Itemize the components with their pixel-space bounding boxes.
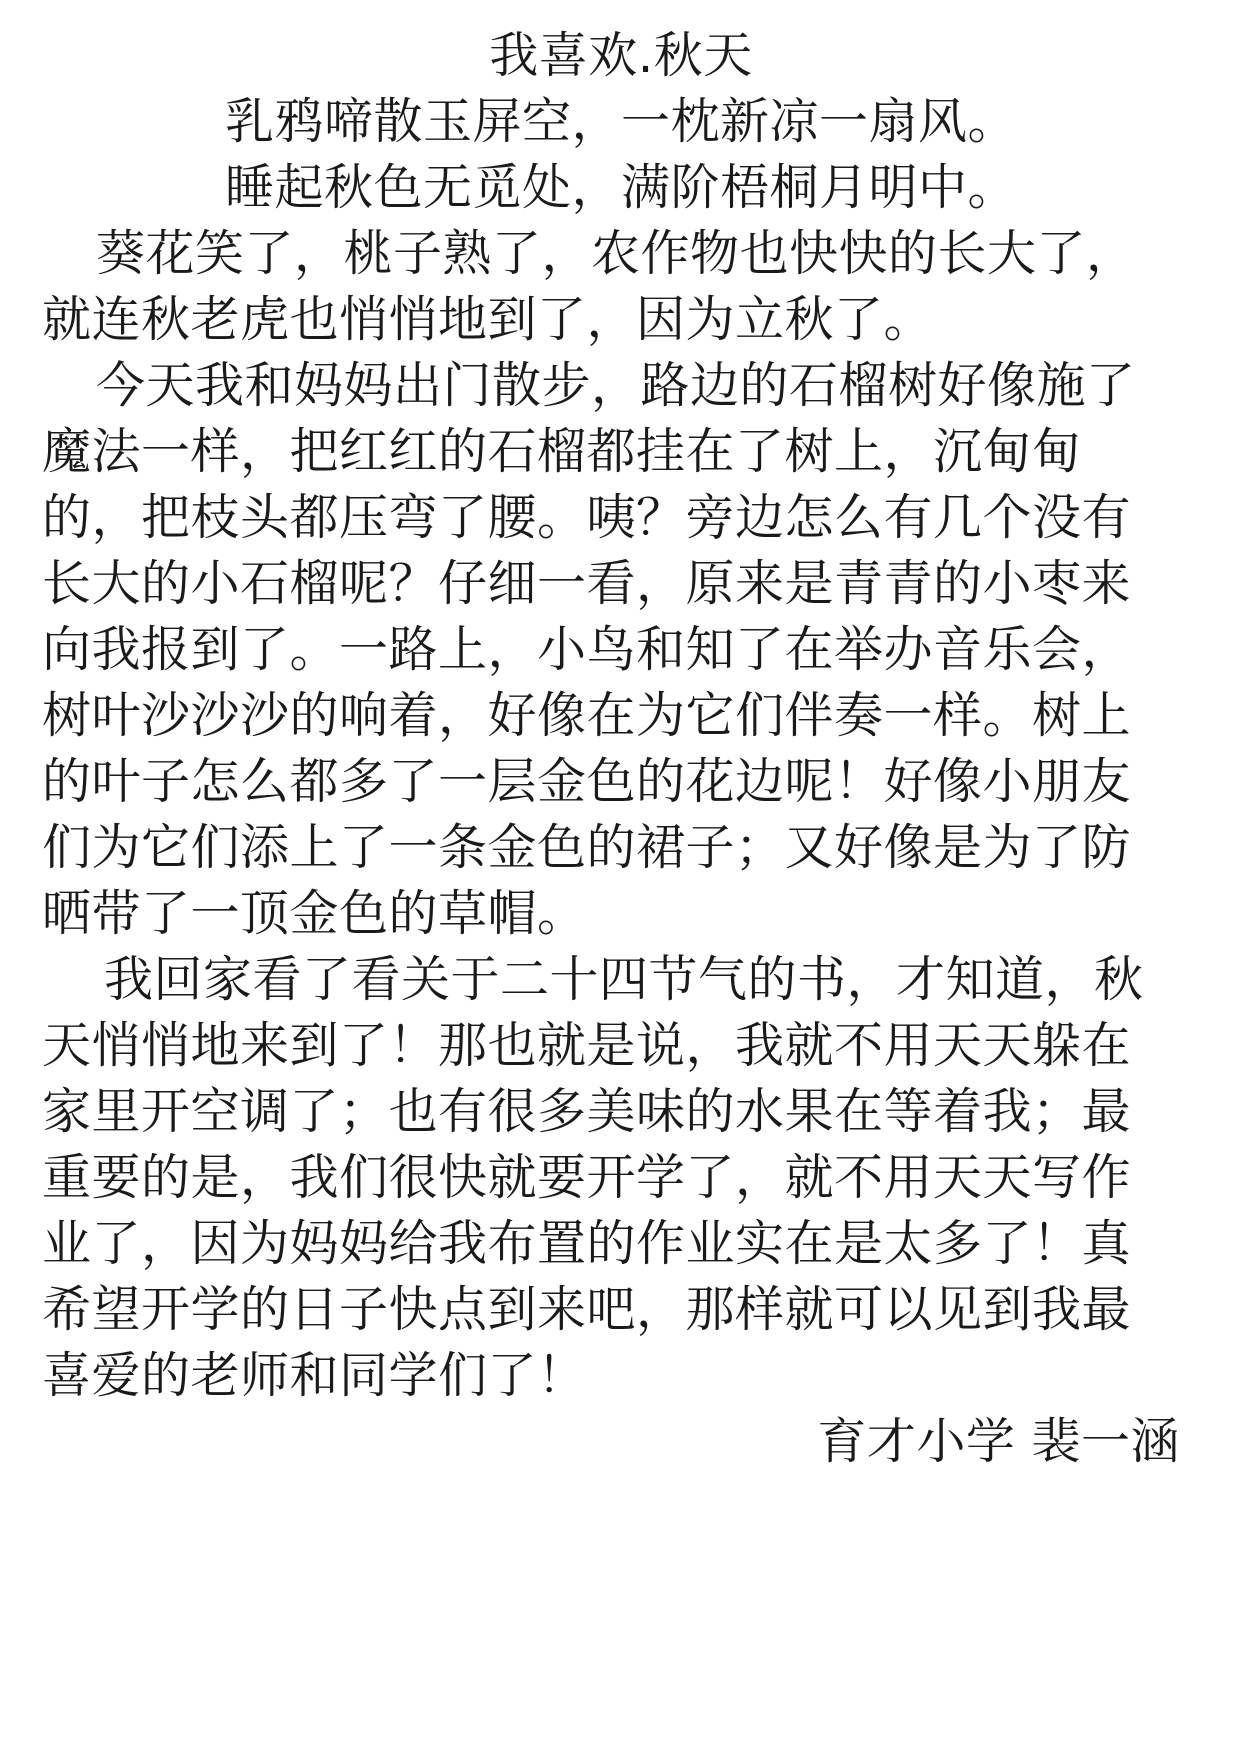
paragraph-3-line-7: 喜爱的老师和同学们了！ — [42, 1347, 587, 1404]
paragraph-2-line-9: 晒带了一顶金色的草帽。 — [42, 885, 587, 942]
paragraph-2-line-3: 的，把枝头都压弯了腰。咦？旁边怎么有几个没有 — [42, 489, 1132, 546]
paragraph-3-line-5: 业了，因为妈妈给我布置的作业实在是太多了！真 — [42, 1215, 1132, 1272]
paragraph-3-line-2: 天悄悄地来到了！那也就是说，我就不用天天躲在 — [42, 1017, 1132, 1074]
paragraph-3-line-1: 我回家看了看关于二十四节气的书，才知道，秋 — [104, 951, 1144, 1008]
paragraph-2-line-1: 今天我和妈妈出门散步，路边的石榴树好像施了 — [96, 357, 1136, 414]
essay-title: 我喜欢.秋天 — [489, 27, 753, 84]
poem-line-2: 睡起秋色无觅处，满阶梧桐月明中。 — [224, 159, 1017, 216]
paragraph-3-line-3: 家里开空调了；也有很多美味的水果在等着我；最 — [42, 1083, 1132, 1140]
paragraph-1-line-1: 葵花笑了，桃子熟了，农作物也快快的长大了， — [96, 225, 1136, 282]
paragraph-3-line-6: 希望开学的日子快点到来吧，那样就可以见到我最 — [42, 1281, 1132, 1338]
paragraph-2-line-2: 魔法一样，把红红的石榴都挂在了树上，沉甸甸 — [42, 423, 1082, 480]
paragraph-3-line-4: 重要的是，我们很快就要开学了，就不用天天写作 — [42, 1149, 1132, 1206]
paragraph-1-line-2: 就连秋老虎也悄悄地到了，因为立秋了。 — [42, 291, 934, 348]
author-signature: 育才小学 裴一涵 — [817, 1413, 1180, 1470]
paragraph-2-line-7: 的叶子怎么都多了一层金色的花边呢！好像小朋友 — [42, 753, 1132, 810]
paragraph-2-line-4: 长大的小石榴呢？仔细一看，原来是青青的小枣来 — [42, 555, 1132, 612]
paragraph-2-line-8: 们为它们添上了一条金色的裙子；又好像是为了防 — [42, 819, 1132, 876]
paragraph-2-line-6: 树叶沙沙沙的响着，好像在为它们伴奏一样。树上 — [42, 687, 1132, 744]
paragraph-2-line-5: 向我报到了。一路上，小鸟和知了在举办音乐会， — [42, 621, 1132, 678]
poem-line-1: 乳鸦啼散玉屏空，一枕新凉一扇风。 — [224, 93, 1017, 150]
